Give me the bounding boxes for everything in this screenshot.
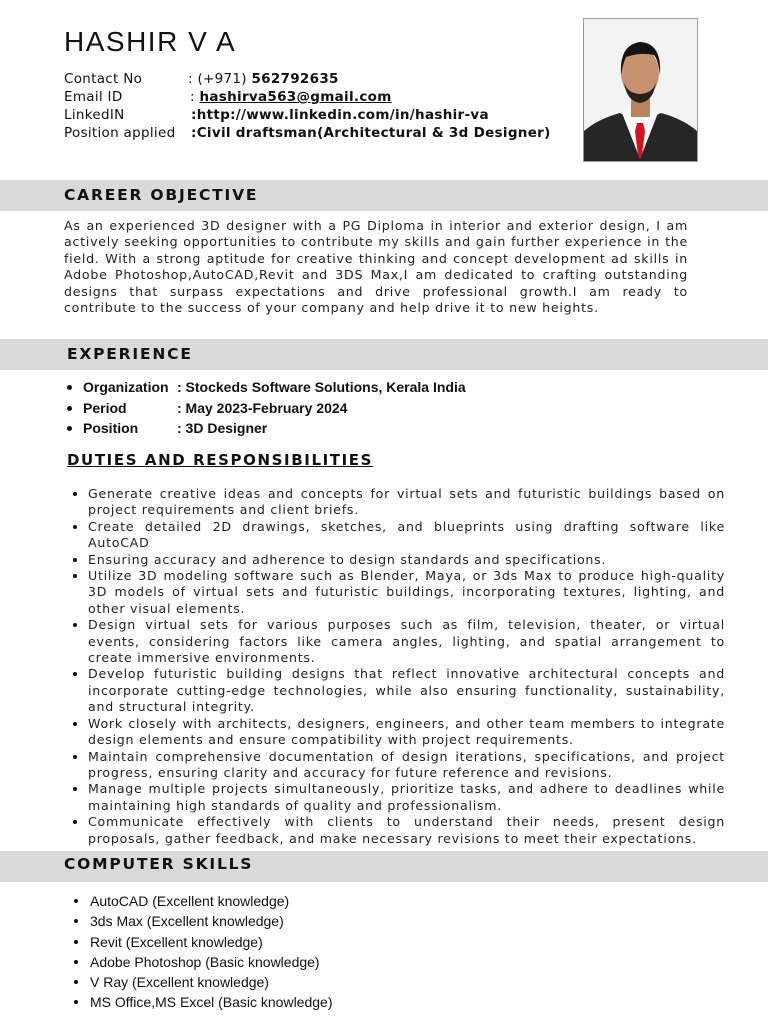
skill-item: 3ds Max (Excellent knowledge) — [72, 911, 333, 931]
experience-list — [64, 377, 466, 439]
experience-item-organization — [64, 377, 466, 398]
contact-separator: : — [191, 107, 197, 123]
candidate-name: HASHIR V A — [64, 26, 237, 57]
profile-photo-icon — [584, 19, 697, 161]
contact-details — [64, 70, 551, 142]
experience-value: : May 2023-February 2024 — [177, 399, 348, 416]
linkedin-link[interactable]: http://www.linkedin.com/in/hashir-va — [196, 107, 489, 123]
contact-label: Email ID — [64, 89, 123, 105]
duty-item: Ensuring accuracy and adherence to design standards and specifications. — [70, 552, 725, 568]
duty-item: Design virtual sets for various purposes such as film, television, theater, or virtual events, considering factors like camera angles, lighting, and spatial arrangement to create immersive environments. — [70, 617, 725, 666]
contact-row-position — [64, 124, 551, 142]
duty-item: Communicate effectively with clients to understand their needs, present design proposals, gather feedback, and make necessary revisions to meet their expectations. — [70, 814, 725, 847]
contact-label: Contact No — [64, 71, 143, 87]
position-applied: Civil draftsman(Architectural & 3d Designer) — [196, 125, 551, 141]
skill-item: AutoCAD (Excellent knowledge) — [72, 891, 333, 911]
experience-item-position — [64, 418, 466, 439]
contact-separator: : — [188, 71, 198, 87]
duty-item: Generate creative ideas and concepts for virtual sets and futuristic buildings based on project requirements and client briefs. — [70, 486, 725, 519]
duty-item: Work closely with architects, designers, engineers, and other team members to integrate design elements and ensure compatibility with project requirements. — [70, 716, 725, 749]
contact-separator: : — [191, 125, 197, 141]
experience-label: Period — [83, 399, 127, 416]
experience-label: Position — [83, 420, 139, 436]
contact-separator: : — [190, 89, 200, 105]
skill-item: Revit (Excellent knowledge) — [72, 932, 333, 952]
contact-row-email — [64, 88, 551, 106]
duty-item: Utilize 3D modeling software such as Blender, Maya, or 3ds Max to produce high-quality 3D models of virtual sets and futuristic buildings, incorporating textures, lighting, and other visual elements. — [70, 568, 725, 617]
career-objective-text: As an experienced 3D designer with a PG Diploma in interior and exterior design, I am actively seeking opportunities to contribute my skills and gain further experience in the field. With a strong aptitude for creative thinking and concept development ad skills in Adobe Photoshop,AutoCAD,Revit and 3DS Max,I am dedicated to crafting outstanding designs that surpass expectations and drive professional growth.I am ready to contribute to the success of your company and help drive it to new heights. — [64, 218, 688, 316]
phone-prefix: (+971) — [197, 71, 252, 87]
phone-number[interactable]: 562792635 — [251, 71, 339, 87]
section-title-experience: EXPERIENCE — [67, 345, 193, 363]
email-link[interactable]: hashirva563@gmail.com — [199, 89, 392, 105]
duty-item: Manage multiple projects simultaneously, prioritize tasks, and adhere to deadlines while maintaining high standards of quality and professionalism. — [70, 781, 725, 814]
experience-value: : Stockeds Software Solutions, Kerala India — [177, 379, 466, 395]
experience-item-period — [64, 398, 466, 419]
profile-photo — [583, 18, 698, 162]
duty-item: Create detailed 2D drawings, sketches, and blueprints using drafting software like AutoCAD — [70, 519, 725, 552]
skill-item: V Ray (Excellent knowledge) — [72, 972, 333, 992]
section-title-computer-skills: COMPUTER SKILLS — [64, 855, 254, 873]
section-title-career-objective: CAREER OBJECTIVE — [64, 186, 259, 204]
contact-row-phone — [64, 70, 551, 88]
contact-label: Position applied — [64, 125, 176, 141]
experience-label: Organization — [83, 379, 169, 395]
duties-list — [70, 486, 725, 847]
skills-list — [72, 891, 333, 1013]
contact-row-linkedin — [64, 106, 551, 124]
experience-value: : 3D Designer — [177, 420, 268, 436]
skill-item: Adobe Photoshop (Basic knowledge) — [72, 952, 333, 972]
duty-item: Maintain comprehensive documentation of design iterations, specifications, and project progress, ensuring clarity and accuracy for future reference and revisions. — [70, 749, 725, 782]
skill-item: MS Office,MS Excel (Basic knowledge) — [72, 992, 333, 1012]
duties-heading: DUTIES AND RESPONSIBILITIES — [67, 451, 374, 469]
duty-item: Develop futuristic building designs that reflect innovative architectural concepts and incorporate cutting-edge technologies, while also ensuring functionality, sustainability, and structural integrity. — [70, 666, 725, 715]
contact-label: LinkedIN — [64, 107, 125, 123]
